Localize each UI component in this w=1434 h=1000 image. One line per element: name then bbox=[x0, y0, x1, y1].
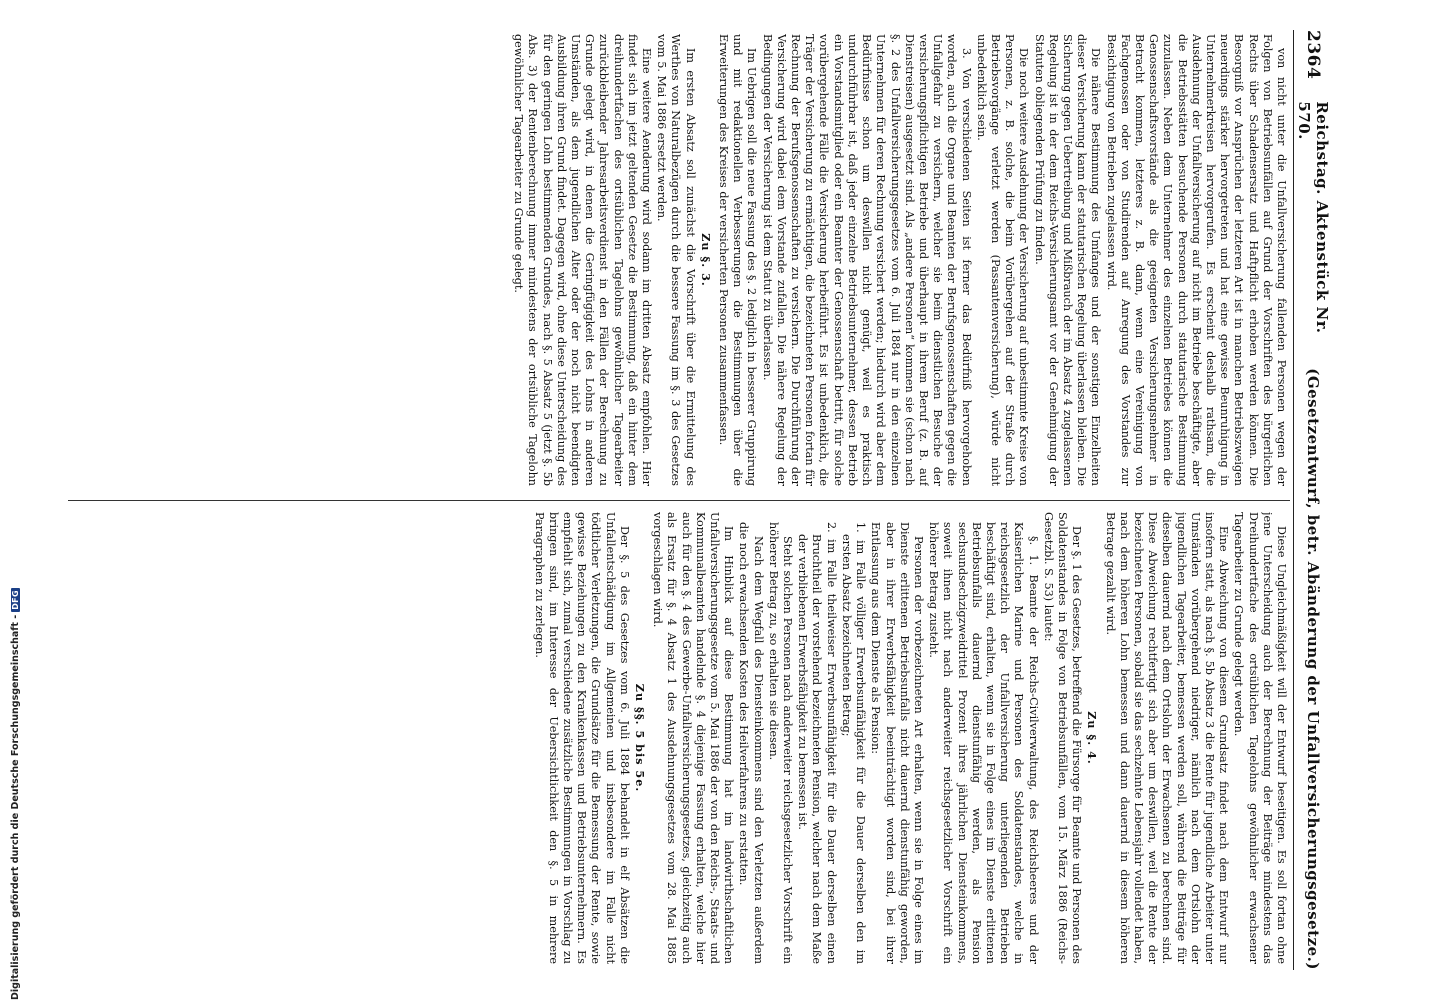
list-item: 2. im Falle theilweiser Erwerbsunfähigkeit für die Dauer derselben einen Bruchtheil der vorstehend bezeichneten Pension, welcher nach dem Maße der verbliebenen Erwerbsfähigkeit zu bemessen ist. bbox=[796, 522, 838, 964]
paragraph: Im Uebrigen soll die neue Fassung des §. 2 lediglich in besserer Gruppirung und mit redaktionellen Verbesserungen die Bestimmungen über die Erweiterungen des Kreises der versicherten Personen zusammenfassen. bbox=[717, 34, 759, 486]
quoted-paragraph: Steht solchen Personen nach anderweiter reichsgesetzlicher Vorschrift ein höherer Betrag zu, so erhalten sie diesen. bbox=[766, 522, 795, 964]
quoted-paragraph: §. 1. Beamte der Reichs-Civilverwaltung, des Reichsheeres und der Kaiserlichen Marine und Personen des Soldatenstandes, welche in reichsgesetzlich der Unfallversicherung unterliegenden Betrieben beschäftigt sind, erhalten, wenn sie in Folge eines im Dienste erlittenen Betriebsunfalls dauernd dienstunfähig werden, als Pension sechsundsechzigzweidrittel Prozent ihres jährlichen Diensteinkommens, soweit ihnen nicht nach anderweiter reichsgesetzlicher Vorschrift ein höherer Betrag zusteht. bbox=[927, 522, 1040, 964]
dfg-logo: DFG bbox=[10, 590, 20, 610]
digitization-footer bbox=[8, 0, 22, 1000]
paragraph: Der §. 5 des Gesetzes vom 6. Juli 1884 behandelt in elf Absätzen die Unfallentschädigung im Allgemeinen und insbesondere im Falle nicht tödtlicher Verletzungen, die Grundsätze für die Bemessung der Rente, sowie gewisse Beziehungen zu den Krankenkassen und Betriebsunternehmern. Es empfiehlt sich, zumal verschiedene zusätzliche Bestimmungen in Vorschlag zu bringen sind, im Interesse der Uebersichtlichkeit den §. 5 in mehrere Paragraphen zu zerlegen. bbox=[532, 512, 631, 964]
paragraph: Eine Abweichung von diesem Grundsatz findet nach dem Entwurf nur insofern statt, als nach §. 5b Absatz 3 die Rente für jugendliche Arbeiter unter Umständen vorübergehend niedriger, nämlich nach dem Ortslohn der jugendlichen Tagearbeiter, bemessen werden soll, während die Beiträge für dieselben dauernd nach dem Ortslohn der Erwachsenen zu berechnen sind. Diese Abweichung rechtfertigt sich aber um deswillen, weil die Rente der bezeichneten Personen, sobald sie das sechzehnte Lebensjahr vollendet haben, nach dem höheren Lohn bemessen und dann dauernd in diesem höheren Betrage gezahlt wird. bbox=[1103, 512, 1231, 964]
page-number: 2364 bbox=[1303, 30, 1323, 80]
paragraph: 3. Von verschiedenen Seiten ist ferner das Bedürfniß hervorgehoben worden, auch die Organe und Beamten der Berufsgenossenschaften gegen die Unfallgefahr zu versichern, welcher sie beim dienstlichen Besuche der versicherungspflichtigen Betriebe und überhaupt in ihrem Beruf (z. B. auf Dienstreisen) ausgesetzt sind. Als „andere Personen“ kommen sie (schon nach §. 2 des Unfallversicherungsgesetzes vom 6. Juli 1884 nur in den einzelnen Unternehmen für deren Rechnung versichert werden; hiedurch wird aber dem Bedürfnisse schon um deswillen nicht genügt, weil es praktisch undurchführbar ist, daß jeder einzelne Betriebsunternehmer, dessen Betrieb ein Vorstandsmitglied oder ein Beamter der Genossenschaft betritt, für solche vorübergehende Fälle die Versicherung herbeiführt. Es ist unbedenklich, die Träger der Versicherung zu ermächtigen, die bezeichneten Personen fortan für Rechnung der Berufsgenossenschaften zu versichern. Die Durchführung der Versicherung wird dabei dem Vorstande zufallen. Die nähere Regelung der Bedingungen der Versicherung ist dem Statut zu überlassen. bbox=[760, 34, 973, 486]
paragraph: Im Hinblick auf diese Bestimmung hat im landwirthschaftlichen Unfallversicherungsgesetze vom 5. Mai 1886 der von den Reichs-, Staats- und Kommunalbeamten handelnde §. 4 diejenige Fassung erhalten, welche hier auch für den §. 4 des Gewerbe-Unfallversicherungsgesetzes, gleichzeitig auch als Ersatz für §. 4 Absatz 1 des Ausdehnungsgesetzes vom 28. Mai 1885 vorgeschlagen wird. bbox=[651, 512, 736, 964]
paragraph: Diese Ungleichmäßigkeit will der Entwurf beseitigen. Es soll fortan ohne jene Unterscheidung auch der Berechnung der Beiträge mindestens das Dreihundertfache des ortsüblichen Tagelohns gewöhnlicher erwachsener Tagearbeiter zu Grunde gelegt werden. bbox=[1232, 512, 1288, 964]
right-column bbox=[70, 512, 1288, 964]
section-heading: Zu §. 4. bbox=[1085, 711, 1100, 765]
header-title: Reichstag. Aktenstück Nr. 570. bbox=[1295, 101, 1331, 334]
paragraph: Im ersten Absatz soll zunächst die Vorschrift über die Ermittelung des Werthes von Naturalbezügen durch die bessere Fassung im §. 3 des Gesetzes vom 5. Mai 1886 ersetzt werden. bbox=[655, 34, 697, 486]
section-heading: Zu §. 3. bbox=[698, 233, 713, 287]
header-rule bbox=[1293, 30, 1294, 970]
left-column bbox=[70, 34, 1288, 486]
quoted-paragraph: Personen der vorbezeichneten Art erhalten, wenn sie in Folge eines im Dienste erlittenen Betriebsunfalls nicht dauernd dienstunfähig geworden, aber in ihrer Erwerbsfähigkeit beeinträchtigt worden sind, bei ihrer Entlassung aus dem Dienste als Pension: bbox=[869, 522, 925, 964]
list-item: 1. im Falle völliger Erwerbsunfähigkeit für die Dauer derselben den im ersten Absatz bezeichneten Betrag; bbox=[839, 522, 868, 964]
paragraph: Eine weitere Aenderung wird sodann im dritten Absatz empfohlen. Hier findet sich im jetzt geltenden Gesetze die Bestimmung, daß ein hinter dem dreihundertfachen des ortsüblichen Tagelohns gewöhnlicher Tagearbeiter zurückbleibender Jahresarbeitsverdienst in den Fällen der Berechnung zu Grunde gelegt wird, in denen die Geringfügigkeit des Lohns in anderen Umständen, als dem jugendlichen Alter oder der noch nicht beendigten Ausbildung ihren Grund findet. Dagegen wird, ohne diese Unterscheidung des für den geringen Lohn bestimmenden Grundes, nach §. 5 Absatz 5 (jetzt §. 5b Abs. 3) der Rentenberechnung immer mindestens der ortsübliche Tagelohn gewöhnlicher Tagearbeiter zu Grunde gelegt. bbox=[512, 34, 654, 486]
paragraph: Die noch weitere Ausdehnung der Versicherung auf unbestimmte Kreise von Personen, z. B. solche, die beim Vorübergehen auf der Straße durch Betriebsvorgänge verletzt werden (Passantenversicherung), würde nicht unbedenklich sein. bbox=[974, 34, 1031, 486]
paragraph: Die nähere Bestimmung des Umfanges und der sonstigen Einzelheiten dieser Versicherung kann der statutarischen Regelung überlassen bleiben. Die Sicherung gegen Uebertreibung und Mißbrauch der im Absatz 4 zugelassenen Regelung ist in der dem Reichs-Versicherungsamt vor der Genehmigung der Statuten obliegenden Prüfung zu finden. bbox=[1032, 34, 1103, 486]
column-divider bbox=[68, 500, 1290, 501]
header-subtitle: (Gesetzentwurf, betr. Abänderung der Unfallversicherungsgesetze.) bbox=[1304, 368, 1322, 970]
page-header bbox=[1296, 30, 1330, 970]
document-page bbox=[68, 30, 1343, 982]
section-heading: Zu §§. 5 bis 5e. bbox=[633, 683, 648, 793]
paragraph: von nicht unter die Unfallversicherung fallenden Personen wegen der Folgen von Betriebsunfällen auf Grund der Vorschriften des bürgerlichen Rechts über Schadensersatz und Haftpflicht erhoben werden können. Die Besorgniß vor Ansprüchen der letzteren Art ist in manchen Betriebszweigen neuerdings stärker hervorgetreten und hat eine gewisse Beunruhigung in Unternehmerkreisen hervorgerufen. Es erscheint deshalb rathsam, die Ausdehnung der Unfallversicherung auf nicht im Betriebe beschäftigte, aber die Betriebsstätten besuchende Personen durch statutarische Bestimmung zuzulassen. Neben dem Unternehmer des einzelnen Betriebes können die Genossenschaftsvorstände als die geeigneten Versicherungsnehmer in Betracht kommen, letzteres z. B. dann, wenn eine Vereinigung von Fachgenossen oder von Studirenden auf Anregung des Vorstandes zur Besichtigung von Betrieben zugelassen wird. bbox=[1104, 34, 1288, 486]
quoted-paragraph: Nach dem Wegfall des Diensteinkommens sind den Verletzten außerdem die noch erwachsenden Kosten des Heilverfahrens zu erstatten. bbox=[737, 522, 765, 964]
page-frame bbox=[68, 30, 1330, 970]
footer-text: Digitalisierung gefördert durch die Deutsche Forschungsgemeinschaft - bbox=[9, 614, 21, 1000]
paragraph: Der §. 1 des Gesetzes, betreffend die Fürsorge für Beamte und Personen des Soldatenstandes in Folge von Betriebsunfällen, vom 15. März 1886 (Reichs-Gesetzbl. S. 53) lautet: bbox=[1041, 512, 1084, 964]
